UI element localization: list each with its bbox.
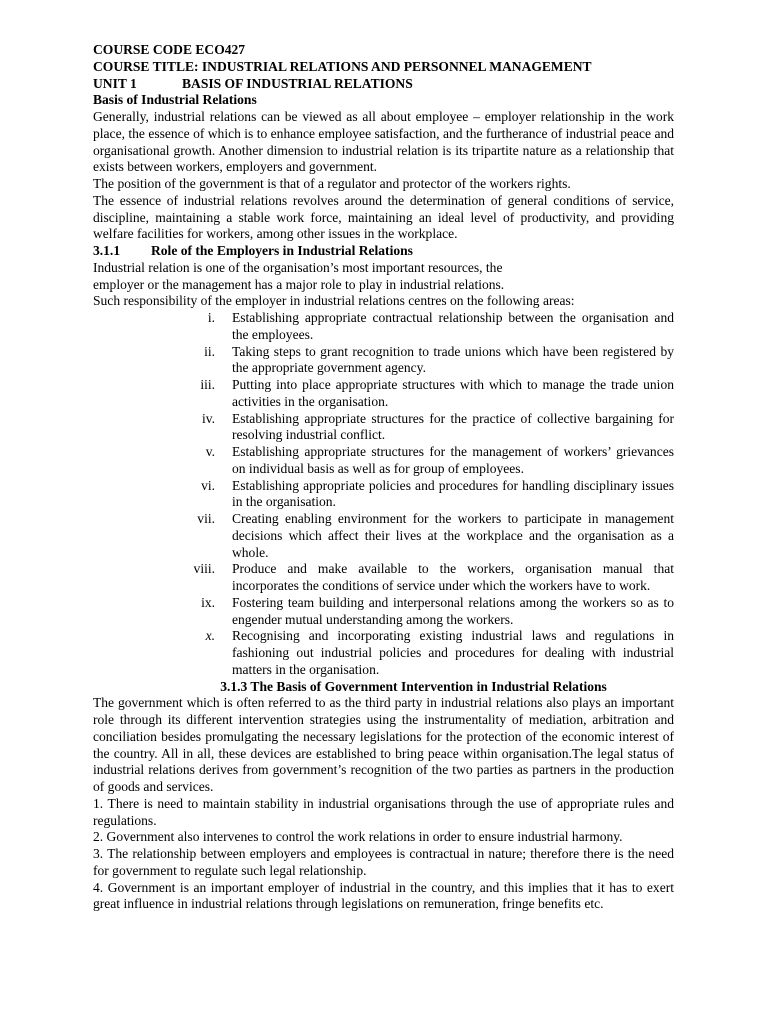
employers-line-2: employer or the management has a major role to play in industrial relations.	[93, 276, 505, 292]
list-item-number: ix.	[201, 594, 215, 610]
list-item	[93, 628, 674, 678]
unit-heading	[93, 76, 674, 93]
list-item-text: Establishing appropriate policies and procedures for handling disciplinary issues in the organisation.	[232, 477, 674, 510]
list-item-text: Establishing appropriate contractual relationship between the organisation and the employees.	[232, 310, 674, 342]
list-item	[93, 511, 674, 561]
list-item-number: iv.	[201, 410, 215, 426]
course-title: COURSE TITLE: INDUSTRIAL RELATIONS AND PERSONNEL MANAGEMENT	[93, 58, 592, 74]
list-item	[93, 344, 674, 378]
list-item-number: ii.	[204, 343, 215, 359]
employers-section-title: Role of the Employers in Industrial Relations	[151, 243, 413, 258]
government-heading: 3.1.3 The Basis of Government Intervention in Industrial Relations	[220, 678, 607, 694]
list-item-number: iii.	[200, 377, 215, 392]
government-paragraph: The government which is often referred to as the third party in industrial relations also plays an important role through its different intervention strategies using the instrumentality of mediation, arbitration and conciliation besides promulgating the necessary legislations for the protection of the economic interest of the country. All in all, these devices are established to bring peace within organisation.The legal status of industrial relations derives from government’s recognition of the two parties as partners in the production of goods and services.	[93, 695, 674, 794]
basis-heading: Basis of Industrial Relations	[93, 92, 257, 108]
list-item-text: Establishing appropriate structures for the practice of collective bargaining for resolving industrial conflict.	[232, 410, 674, 443]
list-item-number: vii.	[197, 511, 215, 526]
list-item-number: x.	[205, 628, 215, 644]
list-item-number: i.	[207, 310, 215, 325]
course-code: COURSE CODE ECO427	[93, 42, 246, 57]
list-item-text: Produce and make available to the workers, organisation manual that incorporates the conditions of service under which the workers have to work.	[232, 561, 674, 593]
employers-line-1: Industrial relation is one of the organisation’s most important resources, the	[93, 259, 503, 275]
list-item	[93, 561, 674, 595]
list-item	[93, 411, 674, 445]
list-item	[93, 310, 674, 344]
basis-paragraph-2: The essence of industrial relations revolves around the determination of general conditions of service, discipline, maintaining a stable work force, maintaining an ideal level of productivity, and providing welfare facilities for workers, among other issues in the workplace.	[93, 192, 674, 242]
list-item-number: v.	[205, 444, 215, 459]
employer-responsibilities-list	[93, 310, 674, 679]
unit-number: UNIT 1	[93, 75, 137, 91]
list-item-number: vi.	[201, 477, 215, 493]
list-item-text: Putting into place appropriate structures with which to manage the trade union activities in the organisation.	[232, 377, 674, 409]
list-item-number: viii.	[193, 561, 215, 577]
employers-section-number: 3.1.1	[93, 243, 121, 258]
government-point-2: 2. Government also intervenes to control the work relations in order to ensure industrial harmony.	[93, 829, 623, 845]
list-item	[93, 377, 674, 411]
list-item-text: Taking steps to grant recognition to trade unions which have been registered by the appropriate government agency.	[232, 343, 674, 376]
employers-heading	[93, 243, 674, 260]
government-point-3: 3. The relationship between employers and employees is contractual in nature; therefore there is the need for government to regulate such legal relationship.	[93, 846, 674, 878]
list-item	[93, 478, 674, 512]
list-item-text: Establishing appropriate structures for the management of workers’ grievances on individual basis as well as for group of employees.	[232, 444, 674, 476]
employers-line-3: Such responsibility of the employer in industrial relations centres on the following areas:	[93, 293, 575, 309]
list-item-text: Recognising and incorporating existing industrial laws and regulations in fashioning out industrial policies and procedures for dealing with industrial matters in the organisation.	[232, 628, 674, 677]
basis-paragraph-1: Generally, industrial relations can be viewed as all about employee – employer relationship in the work place, the essence of which is to enhance employee satisfaction, and the furtherance of industrial peace and organisational growth. Another dimension to industrial relation is its tripartite nature as a relationship that exists between workers, employers and government.	[93, 109, 674, 175]
list-item	[93, 444, 674, 478]
government-point-4: 4. Government is an important employer of industrial in the country, and this implies that it has to exert great influence in industrial relations through legislations on remuneration, fringe benefits etc.	[93, 879, 674, 912]
list-item-text: Creating enabling environment for the workers to participate in management decisions which affect their lives at the workplace and the organisation as a whole.	[232, 511, 674, 560]
list-item-text: Fostering team building and interpersonal relations among the workers so as to engender mutual understanding among the workers.	[232, 594, 674, 627]
basis-paragraph-1-last: The position of the government is that of a regulator and protector of the workers rights.	[93, 176, 571, 191]
list-item	[93, 595, 674, 629]
government-point-1: 1. There is need to maintain stability in industrial organisations through the use of appropriate rules and regulations.	[93, 795, 674, 828]
unit-title: BASIS OF INDUSTRIAL RELATIONS	[182, 75, 413, 91]
